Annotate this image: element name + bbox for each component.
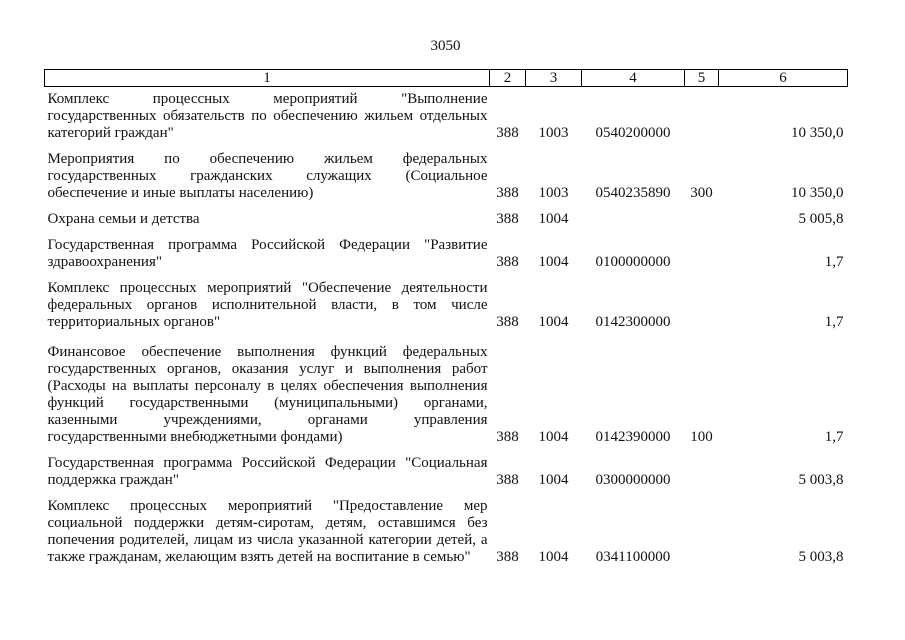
table-header	[45, 70, 848, 87]
column-3-cell: 1004	[538, 428, 569, 445]
table-row	[45, 142, 848, 202]
header-cell-column-3: 3	[526, 70, 582, 87]
row-description	[45, 87, 490, 142]
description-line: социальной поддержки детям-сиротам, детям, оставшимся без	[47, 514, 488, 531]
column-4-cell: 0540200000	[595, 124, 671, 141]
row-description	[45, 446, 490, 489]
description-line: казенными учреждениями, органами управления	[47, 411, 488, 428]
column-4-cell: 0300000000	[595, 471, 671, 488]
description-line: Мероприятия по обеспечению жильем федеральных	[47, 150, 488, 167]
amount-cell: 10 350,0	[791, 184, 844, 201]
column-5-cell	[685, 271, 719, 331]
row-description	[45, 489, 490, 566]
header-cell-column-5: 5	[685, 70, 719, 87]
description-line: государственных гражданских служащих (Социальное	[47, 167, 488, 184]
column-2-cell: 388	[496, 548, 519, 565]
column-2-cell: 388	[496, 253, 519, 270]
amount-cell: 10 350,0	[791, 124, 844, 141]
column-2-cell: 388	[496, 471, 519, 488]
table-row	[45, 331, 848, 446]
column-3-cell: 1004	[538, 210, 569, 227]
table-row	[45, 228, 848, 271]
amount-cell: 5 003,8	[798, 548, 844, 565]
column-5-cell	[685, 202, 719, 228]
row-description	[45, 271, 490, 331]
description-line: Комплекс процессных мероприятий "Обеспечение деятельности	[47, 279, 488, 296]
column-3-cell: 1004	[538, 313, 569, 330]
table-row	[45, 271, 848, 331]
column-4-cell: 0341100000	[595, 548, 671, 565]
row-description	[45, 142, 490, 202]
column-5-cell: 100	[690, 428, 713, 445]
column-4-cell: 0100000000	[595, 253, 671, 270]
description-line: Финансовое обеспечение выполнения функций федеральных	[47, 343, 488, 360]
column-5-cell	[685, 446, 719, 489]
table-row	[45, 202, 848, 228]
column-3-cell: 1003	[538, 184, 569, 201]
column-4-cell: 0142300000	[595, 313, 671, 330]
table-row	[45, 87, 848, 142]
row-description	[45, 228, 490, 271]
table-body	[45, 87, 848, 566]
page-number: 3050	[430, 38, 461, 54]
column-5-cell	[685, 87, 719, 142]
header-cell-column-6: 6	[719, 70, 848, 87]
description-line: попечения родителей, лицам из числа указанной категории детей, а	[47, 531, 488, 548]
column-4-cell: 0142390000	[595, 428, 671, 445]
row-description	[45, 331, 490, 446]
description-line: категорий граждан"	[47, 124, 174, 141]
header-cell-column-4: 4	[582, 70, 685, 87]
column-5-cell	[685, 489, 719, 566]
description-line: функций государственными (муниципальными) органами,	[47, 394, 488, 411]
row-description	[45, 202, 490, 228]
column-4-cell	[582, 202, 685, 228]
amount-cell: 1,7	[824, 428, 844, 445]
amount-cell: 5 003,8	[798, 471, 844, 488]
table-row	[45, 489, 848, 566]
amount-cell: 5 005,8	[798, 210, 844, 227]
column-2-cell: 388	[496, 210, 519, 227]
column-5-cell	[685, 228, 719, 271]
description-line: также гражданам, желающим взять детей на воспитание в семью"	[47, 548, 471, 565]
table-row	[45, 446, 848, 489]
description-line: государственными внебюджетными фондами)	[47, 428, 343, 445]
description-line: Государственная программа Российской Федерации "Развитие	[47, 236, 488, 253]
description-line: обеспечение и иные выплаты населению)	[47, 184, 314, 201]
amount-cell: 1,7	[824, 253, 844, 270]
column-5-cell: 300	[690, 184, 713, 201]
column-3-cell: 1004	[538, 253, 569, 270]
description-line: Комплекс процессных мероприятий "Предоставление мер	[47, 497, 488, 514]
description-line: государственных органов, оказания услуг и выполнения работ	[47, 360, 488, 377]
description-line: Комплекс процессных мероприятий "Выполнение	[47, 90, 488, 107]
column-2-cell: 388	[496, 184, 519, 201]
description-line: (Расходы на выплаты персоналу в целях обеспечения выполнения	[47, 377, 488, 394]
budget-table	[44, 69, 848, 566]
column-3-cell: 1004	[538, 471, 569, 488]
description-line: федеральных органов исполнительной власти, в том числе	[47, 296, 488, 313]
description-line: Государственная программа Российской Федерации "Социальная	[47, 454, 488, 471]
column-3-cell: 1004	[538, 548, 569, 565]
header-cell-column-1: 1	[45, 70, 490, 87]
column-2-cell: 388	[496, 313, 519, 330]
description-line: здравоохранения"	[47, 253, 162, 270]
amount-cell: 1,7	[824, 313, 844, 330]
description-line: Охрана семьи и детства	[47, 210, 200, 227]
description-line: поддержка граждан"	[47, 471, 179, 488]
table-header-row	[45, 70, 848, 87]
column-2-cell: 388	[496, 428, 519, 445]
header-cell-column-2: 2	[490, 70, 526, 87]
description-line: территориальных органов"	[47, 313, 221, 330]
column-4-cell: 0540235890	[595, 184, 671, 201]
column-3-cell: 1003	[538, 124, 569, 141]
description-line: государственных обязательств по обеспечению жильем отдельных	[47, 107, 488, 124]
column-2-cell: 388	[496, 124, 519, 141]
